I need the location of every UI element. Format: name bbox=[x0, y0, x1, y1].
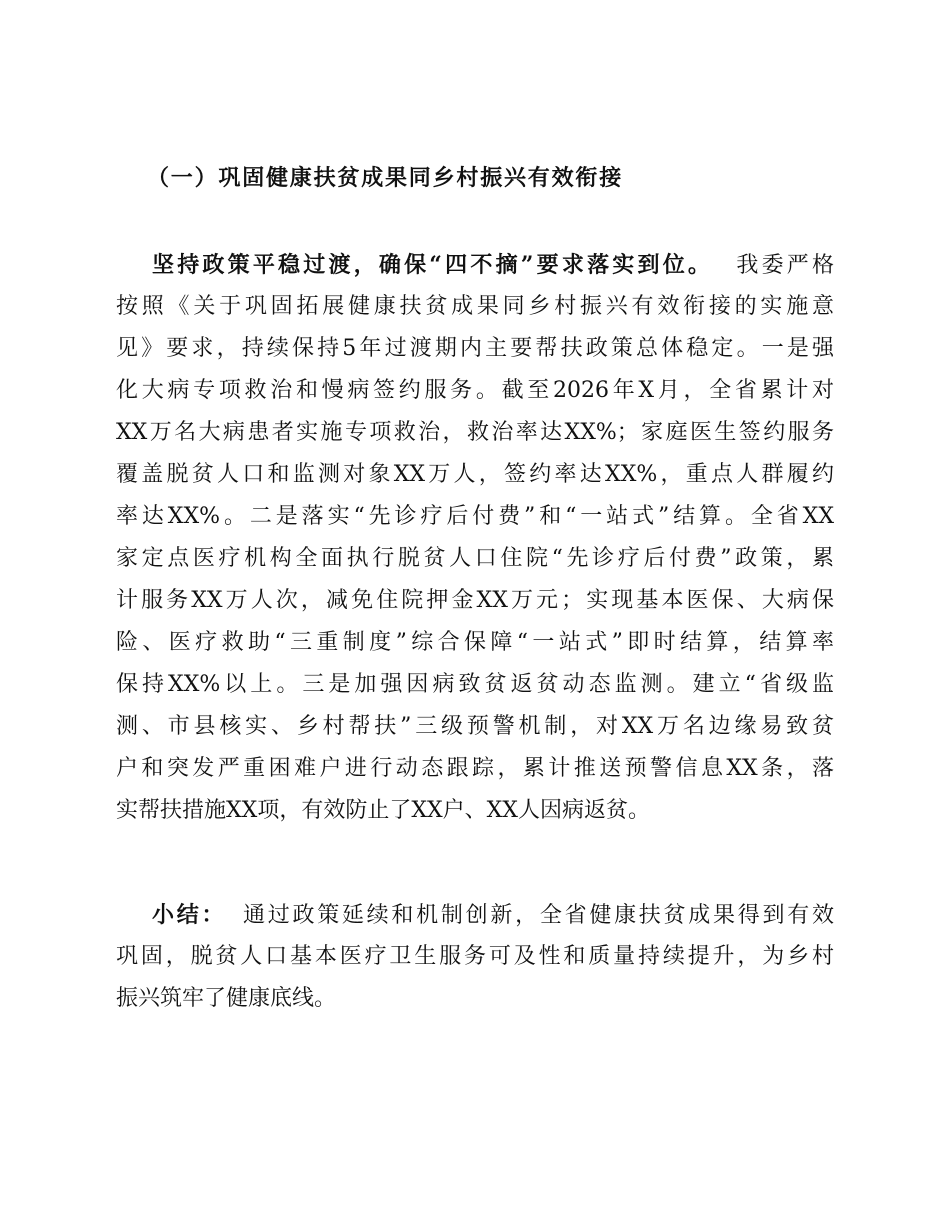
paragraph-line: 实帮扶措施XX项，有效防止了XX户、XX人因病返贫。 bbox=[116, 798, 650, 823]
paragraph-line: 化大病专项救治和慢病签约服务。截至2026年X月，全省累计对 bbox=[116, 378, 834, 403]
summary-label: 小结： bbox=[152, 902, 227, 928]
paragraph-line: XX万名大病患者实施专项救治，救治率达XX%；家庭医生签约服务 bbox=[116, 420, 834, 445]
paragraph-line: 家定点医疗机构全面执行脱贫人口住院“先诊疗后付费”政策，累 bbox=[116, 546, 834, 571]
section-heading: （一）巩固健康扶贫成果同乡村振兴有效衔接 bbox=[147, 165, 624, 191]
paragraph-line: 险、医疗救助“三重制度”综合保障“一站式”即时结算，结算率 bbox=[116, 630, 834, 655]
summary-text: 通过政策延续和机制创新，全省健康扶贫成果得到有效 bbox=[240, 903, 834, 928]
paragraph-line: 计服务XX万人次，减免住院押金XX万元；实现基本医保、大病保 bbox=[116, 588, 834, 613]
summary-line bbox=[152, 895, 834, 935]
paragraph-line: 按照《关于巩固拓展健康扶贫成果同乡村振兴有效衔接的实施意 bbox=[116, 294, 834, 319]
paragraph-line: 率达XX%。二是落实“先诊疗后付费”和“一站式”结算。全省XX bbox=[116, 504, 834, 529]
paragraph-line: 见》要求，持续保持5年过渡期内主要帮扶政策总体稳定。一是强 bbox=[116, 336, 834, 361]
paragraph-line: 户和突发严重困难户进行动态跟踪，累计推送预警信息XX条，落 bbox=[116, 756, 834, 781]
paragraph-line: 保持XX%以上。三是加强因病致贫返贫动态监测。建立“省级监 bbox=[116, 672, 834, 697]
summary-line: 巩固，脱贫人口基本医疗卫生服务可及性和质量持续提升，为乡村 bbox=[116, 944, 834, 969]
paragraph-text: 我委严格 bbox=[733, 253, 834, 278]
paragraph-line bbox=[152, 245, 834, 285]
paragraph-line: 测、市县核实、乡村帮扶”三级预警机制，对XX万名边缘易致贫 bbox=[116, 714, 834, 739]
paragraph-line: 覆盖脱贫人口和监测对象XX万人，签约率达XX%，重点人群履约 bbox=[116, 462, 834, 487]
summary-line: 振兴筑牢了健康底线。 bbox=[116, 986, 337, 1011]
paragraph-lead: 坚持政策平稳过渡，确保“四不摘”要求落实到位。 bbox=[152, 252, 714, 278]
